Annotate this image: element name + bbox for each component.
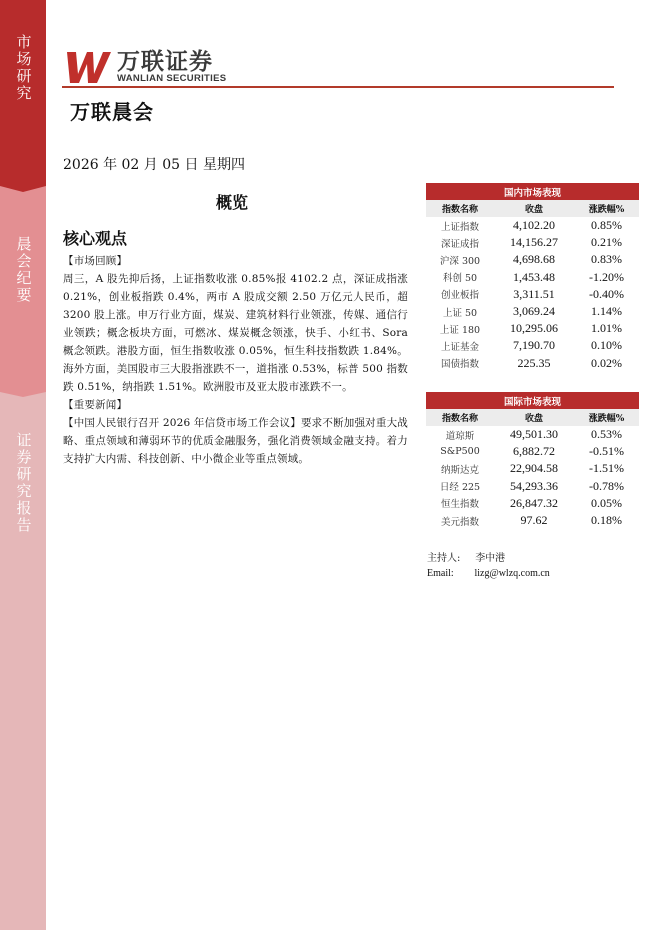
change-pct: -1.20%	[589, 269, 624, 284]
side-banner	[0, 0, 46, 930]
table-row	[426, 460, 639, 477]
table-row	[426, 320, 639, 337]
close-value: 26,847.32	[510, 495, 558, 510]
index-name: 上证 180	[439, 324, 481, 336]
change-pct: 0.18%	[591, 513, 622, 528]
change-pct: -0.78%	[589, 478, 624, 493]
logo-english-name: WANLIAN SECURITIES	[117, 73, 227, 84]
news-label: 【重要新闻】	[63, 399, 128, 411]
table-caption: 国内市场表现	[426, 183, 639, 200]
index-name: 恒生指数	[440, 499, 479, 511]
close-value: 225.35	[517, 355, 551, 370]
table-row	[426, 251, 639, 268]
close-value: 10,295.06	[510, 321, 558, 336]
email-address[interactable]: lizg@wlzq.com.cn	[474, 568, 550, 579]
table-row	[426, 512, 639, 529]
index-name: 纳斯达克	[440, 464, 479, 476]
index-name: 创业板指	[440, 290, 479, 302]
report-title: 万联晨会	[70, 100, 154, 124]
index-name: 美元指数	[440, 516, 479, 528]
index-name: 道琼斯	[445, 430, 475, 442]
news-text: 【中国人民银行召开 2026 年信贷市场工作会议】要求不断加强对重大战略、重点领域和薄弱环节的优质金融服务，强化消费领域金融支持。着力支持扩大内需、科技创新、中小微企业等重点领域。	[63, 417, 408, 465]
index-name: 科创 50	[442, 273, 478, 285]
close-value: 97.62	[520, 513, 548, 528]
column-header: 收盘	[494, 200, 574, 217]
table-row	[426, 355, 639, 372]
core-views-heading: 核心观点	[63, 229, 128, 248]
close-value: 3,069.24	[513, 304, 555, 319]
table-row	[426, 303, 639, 320]
close-value: 22,904.58	[510, 461, 558, 476]
close-value: 4,698.68	[513, 252, 555, 267]
sidebar-label: 晨会纪要	[14, 236, 33, 304]
table-row	[426, 478, 639, 495]
change-pct: -1.51%	[589, 461, 624, 476]
header-divider	[62, 86, 614, 88]
close-value: 3,311.51	[513, 286, 555, 301]
table-row	[426, 495, 639, 512]
sidebar-label: 市场研究	[14, 34, 33, 102]
change-pct: 0.02%	[591, 355, 622, 370]
core-views-body	[63, 252, 408, 468]
index-name: 上证指数	[440, 221, 479, 233]
table-caption: 国际市场表现	[426, 392, 639, 409]
change-pct: 0.05%	[591, 495, 622, 510]
close-value: 1,453.48	[513, 269, 555, 284]
change-pct: 0.10%	[591, 338, 622, 353]
domestic-market-table	[426, 183, 639, 372]
close-value: 54,293.36	[510, 478, 558, 493]
change-pct: 0.83%	[591, 252, 622, 267]
change-pct: 0.85%	[591, 218, 622, 233]
international-market-table	[426, 392, 639, 529]
change-pct: 0.21%	[591, 235, 622, 250]
host-line	[427, 549, 505, 564]
close-value: 14,156.27	[510, 235, 558, 250]
index-name: S&P500	[440, 446, 480, 458]
close-value: 6,882.72	[513, 444, 555, 459]
change-pct: 0.53%	[591, 427, 622, 442]
report-date: 2026 年 02 月 05 日 星期四	[63, 157, 245, 173]
email-label: Email:	[427, 568, 454, 579]
index-name: 深证成指	[440, 238, 479, 250]
index-name: 上证 50	[442, 307, 478, 319]
index-name: 上证基金	[440, 341, 479, 353]
host-name: 李中港	[475, 553, 506, 564]
column-header: 指数名称	[426, 409, 494, 426]
index-name: 日经 225	[439, 482, 481, 494]
market-review-label: 【市场回顾】	[63, 255, 128, 267]
host-label: 主持人:	[427, 553, 461, 564]
table-row	[426, 286, 639, 303]
table-row	[426, 234, 639, 251]
index-name: 沪深 300	[439, 255, 481, 267]
sidebar-section-research-report	[0, 392, 46, 930]
close-value: 49,501.30	[510, 427, 558, 442]
change-pct: 1.01%	[591, 321, 622, 336]
company-logo	[67, 48, 226, 84]
change-pct: -0.40%	[589, 286, 624, 301]
table-row	[426, 337, 639, 354]
logo-chinese-name: 万联证券	[117, 49, 213, 75]
wanlian-w-logo-icon	[67, 50, 111, 84]
change-pct: 1.14%	[591, 304, 622, 319]
email-line	[427, 568, 550, 579]
table-row	[426, 269, 639, 286]
column-header: 涨跌幅%	[574, 200, 639, 217]
table-row	[426, 443, 639, 460]
column-header: 涨跌幅%	[574, 409, 639, 426]
sidebar-section-morning-notes	[0, 186, 46, 392]
market-review-text: 周三，A 股先抑后扬，上证指数收涨 0.85%报 4102.2 点，深证成指涨 0.21%，创业板指跌 0.4%，两市 A 股成交额 2.50 万亿元人民币，超 3200 股上涨。申万行业方面，煤炭、建筑材料行业领涨，传媒、通信行业领跌；概念板块方面，可燃冰、煤炭概念领涨，快手、小红书、Sora 概念领跌。港股方面，恒生指数收涨 0.05%，恒生科技指数跌 1.84%。海外方面，美国股市三大股指涨跌不一，道指涨 0.53%，标普 500 指数跌 0.51%，纳指跌 1.51%。欧洲股市及亚太股市涨跌不一。	[63, 273, 408, 393]
overview-heading: 概览	[216, 193, 249, 212]
close-value: 7,190.70	[513, 338, 555, 353]
change-pct: -0.51%	[589, 444, 624, 459]
column-header: 收盘	[494, 409, 574, 426]
sidebar-section-market-research	[0, 0, 46, 186]
table-row	[426, 217, 639, 234]
index-name: 国债指数	[440, 359, 479, 371]
column-header: 指数名称	[426, 200, 494, 217]
sidebar-label: 证券研究报告	[14, 432, 33, 534]
close-value: 4,102.20	[513, 218, 555, 233]
table-row	[426, 426, 639, 443]
